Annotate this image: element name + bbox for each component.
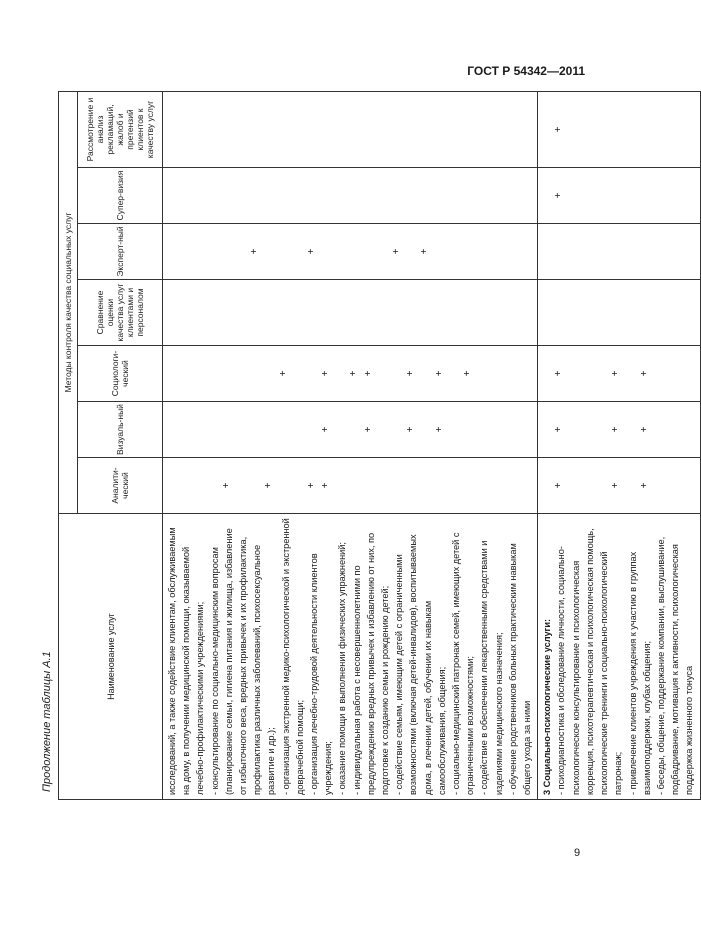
service-item: - привлечение клиентов учреждения к участию в группах взаимоподдержки, клубах общения; — [627, 551, 652, 795]
mark: + — [320, 482, 332, 489]
method-header-comparison: Сравнение оценки качества услуг клиентами и персоналом — [78, 280, 163, 346]
service-item: - содействие семьям, имеющим детей с ограниченными возможностями (включая детей-инвалидов), воспитываемых дома, в лечении детей, обучении их навыкам самообслуживания, общения; — [394, 534, 447, 795]
mark-column-sociological — [538, 346, 700, 402]
mark: + — [638, 426, 650, 433]
mark-column-complaints — [163, 92, 538, 168]
mark-column-expert — [163, 224, 538, 280]
mark: + — [553, 482, 565, 489]
mark-column-supervision — [163, 168, 538, 224]
mark: + — [348, 370, 360, 377]
mark-column-analytical — [163, 458, 538, 514]
mark: + — [249, 248, 261, 255]
service-item: - организация экстренной медико-психологической и экстренной доврачебной помощи; — [280, 518, 305, 795]
mark: + — [263, 482, 275, 489]
service-item: - содействие в обеспечении лекарственными средствами и изделиями медицинского назначения; — [479, 540, 504, 795]
mark-column-sociological — [163, 346, 538, 402]
mark: + — [305, 248, 317, 255]
service-item: - обучение родственников больных практическим навыкам общего ухода за ними — [507, 543, 533, 795]
mark: + — [405, 426, 417, 433]
mark: + — [610, 482, 622, 489]
rotated-table-block — [40, 40, 695, 856]
mark: + — [419, 248, 431, 255]
mark: + — [553, 370, 565, 377]
mark-column-visual — [538, 402, 700, 458]
service-cell — [538, 514, 700, 800]
method-header-analytical: Аналити-ческий — [78, 458, 163, 514]
mark-column-supervision — [538, 168, 700, 224]
mark-column-visual — [163, 402, 538, 458]
service-item: - социально-медицинский патронаж семей, имеющих детей с ограниченными возможностями; — [451, 532, 476, 795]
table-caption: Продолжение таблицы А.1 — [41, 651, 53, 792]
mark: + — [433, 370, 445, 377]
document-standard-number: ГОСТ Р 54342—2011 — [467, 64, 585, 78]
service-item: - беседы, общение, поддержание компании, выслушивание, подбадривание, мотивация к активности, психологическая поддержка жизненного тонуса — [655, 536, 695, 795]
methods-group-header: Методы контроля качества социальных услуг — [59, 92, 78, 514]
service-item: - консультирование по социально-медицинским вопросам (планирование семьи, гигиена питания и жилища, избавление от избыточного веса, вредных привычек и их профилактика, профилактика различных заболеваний, психосексуальное развитие и др.); — [209, 528, 277, 795]
mark-column-comparison — [538, 280, 700, 346]
methods-table — [58, 91, 701, 800]
mark: + — [610, 370, 622, 377]
method-header-expert: Эксперт-ный — [78, 224, 163, 280]
service-item: - индивидуальная работа с несовершеннолетними по предупреждению вредных привычек и избавлению от них, по подготовке к созданию семьи и рождению детей; — [351, 532, 391, 795]
services-column-header: Наименование услуг — [59, 514, 163, 800]
mark: + — [553, 192, 565, 199]
method-header-sociological: Социологи-ческий — [78, 346, 163, 402]
method-header-supervision: Супер-визия — [78, 168, 163, 224]
mark: + — [553, 426, 565, 433]
mark: + — [553, 126, 565, 133]
mark: + — [362, 370, 374, 377]
mark-column-expert — [538, 224, 700, 280]
mark: + — [320, 370, 332, 377]
mark: + — [391, 248, 402, 255]
method-header-complaints: Рассмотрение и анализ рекламаций, жалоб и претензий клиентов к качеству услуг — [78, 92, 163, 168]
service-item: исследований, а также содействие клиентам, обслуживаемым на дому, в получении медицинской помощи, оказываемой лечебно-профилактическими учреждениями; — [167, 527, 206, 795]
mark: + — [362, 426, 374, 433]
mark: + — [405, 370, 417, 377]
method-header-visual: Визуаль-ный — [78, 402, 163, 458]
mark: + — [277, 370, 289, 377]
mark: + — [433, 426, 445, 433]
service-item: - оказание помощи в выполнении физических упражнений; — [337, 542, 348, 795]
mark: + — [320, 426, 332, 433]
page-number: 9 — [574, 847, 581, 859]
mark: + — [305, 482, 317, 489]
service-item: - психодиагностика и обследование личности, социально-психологическое консультирование и психологическая коррекция, психотерапевтическая и психологическая помощь, психологические тренинги и социально-психологический патронаж; — [556, 528, 624, 795]
mark-column-analytical — [538, 458, 700, 514]
mark: + — [638, 482, 650, 489]
mark-column-complaints — [538, 92, 700, 168]
service-section-title: 3 Социально-психологические услуги: — [542, 618, 553, 795]
service-item: - организация лечебно-трудовой деятельности клиентов учреждения; — [309, 553, 334, 795]
table-row — [538, 92, 700, 800]
mark: + — [610, 426, 622, 433]
service-cell — [163, 514, 538, 800]
mark-column-comparison — [163, 280, 538, 346]
mark: + — [461, 370, 473, 377]
mark: + — [220, 482, 232, 489]
mark: + — [638, 370, 650, 377]
table-row — [163, 92, 538, 800]
